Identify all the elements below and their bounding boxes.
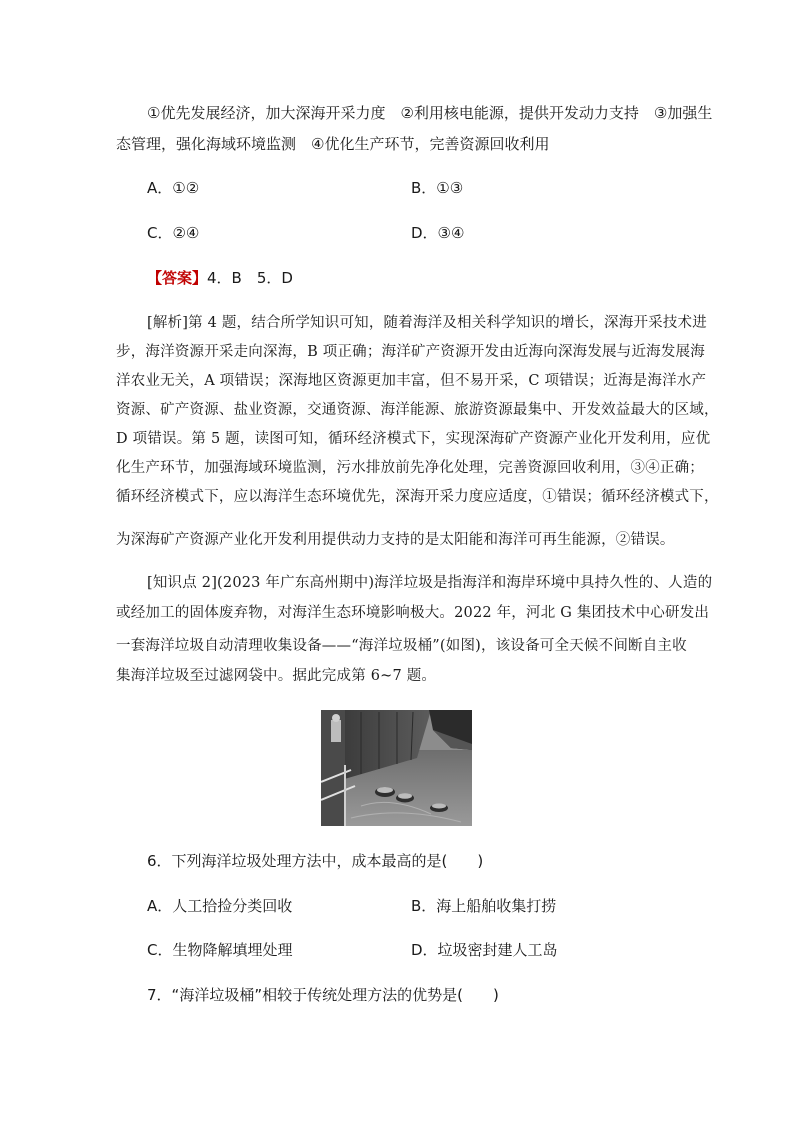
knowledge-line: [知识点 2](2023 年广东高州期中)海洋垃圾是指海洋和海岸环境中具持久性的、人造的 bbox=[147, 575, 713, 591]
q6-option-a[interactable]: A．人工拾捡分类回收 bbox=[147, 897, 293, 915]
knowledge-line: 集海洋垃圾至过滤网袋中。据此完成第 6~7 题。 bbox=[116, 668, 437, 684]
analysis-line: [解析]第 4 题，结合所学知识可知，随着海洋及相关科学知识的增长，深海开采技术进 bbox=[147, 315, 707, 331]
q7-stem: 7．“海洋垃圾桶”相较于传统处理方法的优势是( ) bbox=[147, 986, 499, 1004]
q5-option-d[interactable]: D．③④ bbox=[411, 224, 465, 242]
q6-option-d[interactable]: D．垃圾密封建人工岛 bbox=[411, 941, 558, 959]
analysis-line: D 项错误。第 5 题，读图可知，循环经济模式下，实现深海矿产资源产业化开发利用，应优 bbox=[116, 431, 711, 447]
q6-stem: 6．下列海洋垃圾处理方法中，成本最高的是( ) bbox=[147, 852, 484, 870]
analysis-line: 洋农业无关，A 项错误；深海地区资源更加丰富，但不易开采，C 项错误；近海是海洋水产 bbox=[116, 373, 707, 389]
analysis-line: 为深海矿产资源产业化开发利用提供动力支持的是太阳能和海洋可再生能源，②错误。 bbox=[116, 532, 675, 548]
analysis-line: 化生产环节，加强海域环境监测，污水排放前先净化处理，完善资源回收利用，③④正确； bbox=[116, 460, 704, 476]
q5-option-c[interactable]: C．②④ bbox=[147, 224, 200, 242]
analysis-line: 步，海洋资源开采走向深海，B 项正确；海洋矿产资源开发由近海向深海发展与近海发展海 bbox=[116, 344, 705, 360]
q6-option-b[interactable]: B．海上船舶收集打捞 bbox=[411, 897, 557, 915]
q5-stem-line-1: ①优先发展经济，加大深海开采力度 ②利用核电能源，提供开发动力支持 ③加强生 bbox=[147, 104, 713, 122]
answer-text: 4．B 5．D bbox=[207, 269, 293, 287]
q6-option-c[interactable]: C．生物降解填埋处理 bbox=[147, 941, 293, 959]
q5-stem-line-2: 态管理，强化海域环境监测 ④优化生产环节，完善资源回收利用 bbox=[116, 135, 550, 153]
answer-line bbox=[147, 268, 293, 288]
analysis-line: 资源、矿产资源、盐业资源，交通资源、海洋能源、旅游资源最集中、开发效益最大的区域， bbox=[116, 402, 719, 418]
sea-trash-bin-photo bbox=[321, 710, 472, 826]
knowledge-line: 或经加工的固体废弃物，对海洋生态环境影响极大。2022 年，河北 G 集团技术中心研发出 bbox=[116, 605, 710, 621]
q5-option-b[interactable]: B．①③ bbox=[411, 179, 464, 197]
q5-option-a[interactable]: A．①② bbox=[147, 179, 200, 197]
answer-label: 【答案】 bbox=[147, 269, 208, 287]
knowledge-line: 一套海洋垃圾自动清理收集设备——“海洋垃圾桶”(如图)，该设备可全天候不间断自主收 bbox=[116, 638, 687, 654]
analysis-line: 循环经济模式下，应以海洋生态环境优先，深海开采力度应适度，①错误；循环经济模式下， bbox=[116, 489, 719, 505]
